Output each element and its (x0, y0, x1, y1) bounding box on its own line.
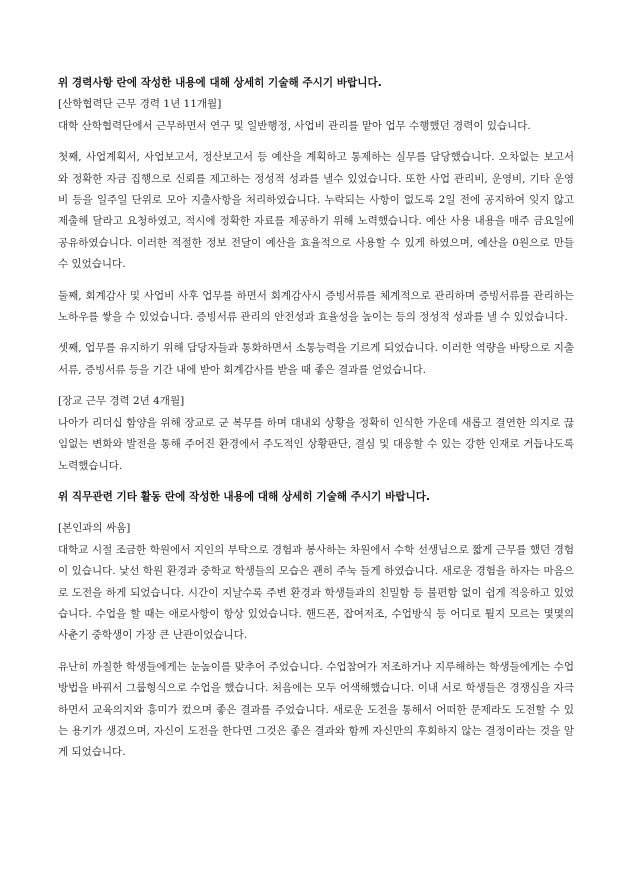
paragraph-intro: 대학 산학협력단에서 근무하면서 연구 및 일반행정, 사업비 관리를 맡아 업무 수행했던 경력이 있습니다. (58, 119, 531, 132)
document-page (58, 73, 574, 764)
paragraph-tutoring-result: 유난히 까칠한 학생들에게는 눈높이를 맞추어 주었습니다. 수업참여가 저조하거나 지루해하는 학생들에게는 수업방법을 바꿔서 그룹형식으로 수업을 했습니다. 처음에는 모두 어색해했습니다. 이내 서로 학생들은 경쟁심을 자극하면서 교육의지와 흥미가 컸으며 좋은 결과를 주었습니다. 새로운 도전을 통해서 어떠한 문제라도 도전할 수 있는 용기가 생겼으며, 자신이 도전을 한다면 그것은 좋은 결과와 함께 자신만의 후회하지 않는 결정이라는 것을 알게 되었습니다. (58, 660, 574, 759)
paragraph-tutoring: 대학교 시절 조금한 학원에서 지인의 부탁으로 경험과 봉사하는 차원에서 수학 선생님으로 짧게 근무를 했던 경험이 있습니다. 낯선 학원 환경과 중학교 학생들의 모습은 괜히 주눅 들게 하였습니다. 새로운 경험을 하자는 마음으로 도전을 하게 되었습니다. 시간이 지날수록 주변 환경과 학생들과의 친밀함 등 불편함 없이 쉽게 적응하고 있었습니다. 수업을 할 때는 애로사항이 항상 있었습니다. 핸드폰, 잡여저조, 수업방식 등 어디로 튈지 모르는 몇몇의 사춘기 중학생이 가장 큰 난관이었습니다. (58, 543, 574, 642)
paragraph-second: 둘째, 회계감사 및 사업비 사후 업무를 하면서 회계감사시 증빙서류를 체계적으로 관리하며 증빙서류를 관리하는 노하우를 쌓을 수 있었습니다. 증빙서류 관리의 안전성과 효율성을 높이는 등의 정성적 성과를 낼 수 있었습니다. (58, 289, 574, 324)
paragraph-third: 셋째, 업무를 유지하기 위해 담당자들과 통화하면서 소통능력을 기르게 되었습니다. 이러한 역량을 바탕으로 지출서류, 증빙서류 등을 기간 내에 받아 회계감사를 받을 때 좋은 결과를 얻었습니다. (58, 342, 574, 376)
section-heading-activities: 위 직무관련 기타 활동 란에 작성한 내용에 대해 상세히 기술해 주시기 바랍니다. (58, 490, 431, 503)
subheading-self: [본인과의 싸움] (58, 522, 131, 535)
paragraph-officer: 나아가 리더십 함양을 위해 장교로 군 복무를 하며 대내외 상황을 정확히 인식한 가운데 새롭고 결연한 의지로 끊임없는 변화와 발전을 통해 주어진 환경에서 주도적인 상황판단, 결심 및 대응할 수 있는 강한 인재로 거듭나도록 노력했습니다. (58, 416, 574, 472)
section-heading-career: 위 경력사항 란에 작성한 내용에 대해 상세히 기술해 주시기 바랍니다. (58, 77, 382, 89)
paragraph-first: 첫째, 사업계획서, 사업보고서, 정산보고서 등 예산을 계획하고 통제하는 실무를 담당했습니다. 오차없는 보고서와 정확한 자금 집행으로 신뢰를 제고하는 정성적 성과를 낼수 있었습니다. 또한 사업 관리비, 운영비, 기타 운영비 등을 일주일 단위로 모아 지출사항을 처리하였습니다. 누락되는 사항이 없도록 2일 전에 공지하여 잊지 않고 제출해 달라고 요청하였고, 적시에 정확한 자료를 제공하기 위해 노력했습니다. 예산 사용 내용을 매주 금요일에 공유하였습니다. 이러한 적절한 정보 전달이 예산을 효율적으로 사용할 수 있게 하였으며, 예산을 0원으로 만들 수 있었습니다. (58, 151, 574, 271)
subheading-industry-academic: [산학협력단 근무 경력 1년 11개월] (58, 98, 222, 111)
subheading-officer: [장교 근무 경력 2년 4개월] (58, 395, 185, 408)
